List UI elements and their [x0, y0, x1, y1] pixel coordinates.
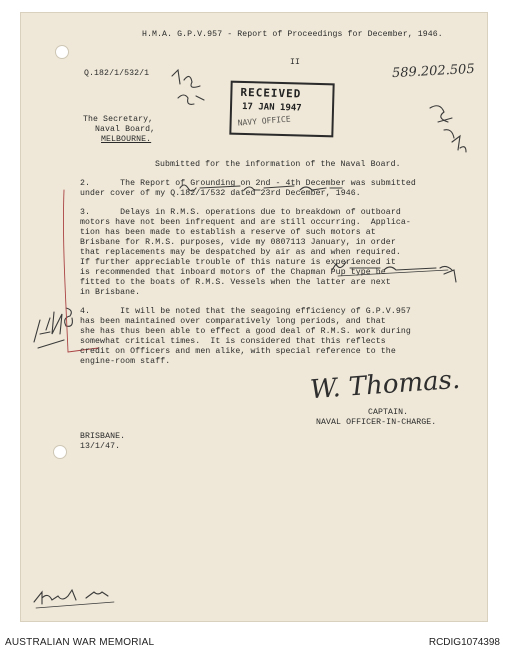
handwritten-reference: 589.202.505	[391, 61, 476, 82]
report-title: H.M.A. G.P.V.957 - Report of Proceedings for December, 1946.	[142, 30, 443, 39]
para-2-line-1: 2. The Report of Grounding on 2nd - 4th December was submitted	[80, 179, 416, 188]
para-3-line: in Brisbane.	[80, 288, 141, 297]
para-4-line: somewhat critical times. It is considered that this reflects	[80, 337, 386, 346]
para-3-line: tion has been made to establish a reserve of such motors at	[80, 228, 376, 237]
address-line-2: Naval Board,	[95, 125, 156, 134]
stamp-line-1: RECEIVED	[240, 85, 302, 101]
signatory-rank: CAPTAIN.	[368, 408, 409, 417]
archive-name: AUSTRALIAN WAR MEMORIAL	[5, 637, 155, 648]
stamp-date: 17 JAN 1947	[241, 101, 302, 114]
para-3-line: is recommended that inboard motors of the Chapman Pup type be	[80, 268, 386, 277]
address-line-3: MELBOURNE.	[101, 135, 152, 144]
para-3-line: motors have not been infrequent and are still occurring. Applica-	[80, 218, 411, 227]
signatory-title: NAVAL OFFICER-IN-CHARGE.	[316, 418, 437, 427]
submission-note: Submitted for the information of the Naval Board.	[155, 160, 401, 169]
date: 13/1/47.	[80, 442, 121, 451]
document-page	[20, 12, 488, 622]
archive-footer	[0, 630, 506, 654]
para-3-line: fitted to the boats of R.M.S. Vessels when the latter are next	[80, 278, 391, 287]
signature: W. Thomas.	[309, 364, 462, 406]
para-4-line: credit on Officers and men alike, with special reference to the	[80, 347, 396, 356]
para-4-line: she has thus been able to effect a good deal of R.M.S. work during	[80, 327, 411, 336]
page-number: II	[290, 58, 301, 67]
reference-number: Q.182/1/532/1	[84, 69, 150, 78]
para-3-line: that replacements may be despatched by air as and when required.	[80, 248, 401, 257]
para-3-line: 3. Delays in R.M.S. operations due to breakdown of outboard	[80, 208, 401, 217]
para-4-line: engine-room staff.	[80, 357, 171, 366]
place: BRISBANE.	[80, 432, 126, 441]
para-4-line: has been maintained over comparatively long periods, and that	[80, 317, 386, 326]
archive-id: RCDIG1074398	[428, 637, 500, 648]
para-3-line: Brisbane for R.M.S. purposes, vide my 0807113 January, in order	[80, 238, 396, 247]
para-2-line-2: under cover of my Q.182/1/532 dated 23rd December, 1946.	[80, 189, 361, 198]
address-line-1: The Secretary,	[83, 115, 154, 124]
para-3-line: If further appreciable trouble of this nature is experienced it	[80, 258, 396, 267]
para-4-line: 4. It will be noted that the seagoing efficiency of G.P.V.957	[80, 307, 411, 316]
stamp-line-3: NAVY OFFICE	[237, 114, 291, 128]
